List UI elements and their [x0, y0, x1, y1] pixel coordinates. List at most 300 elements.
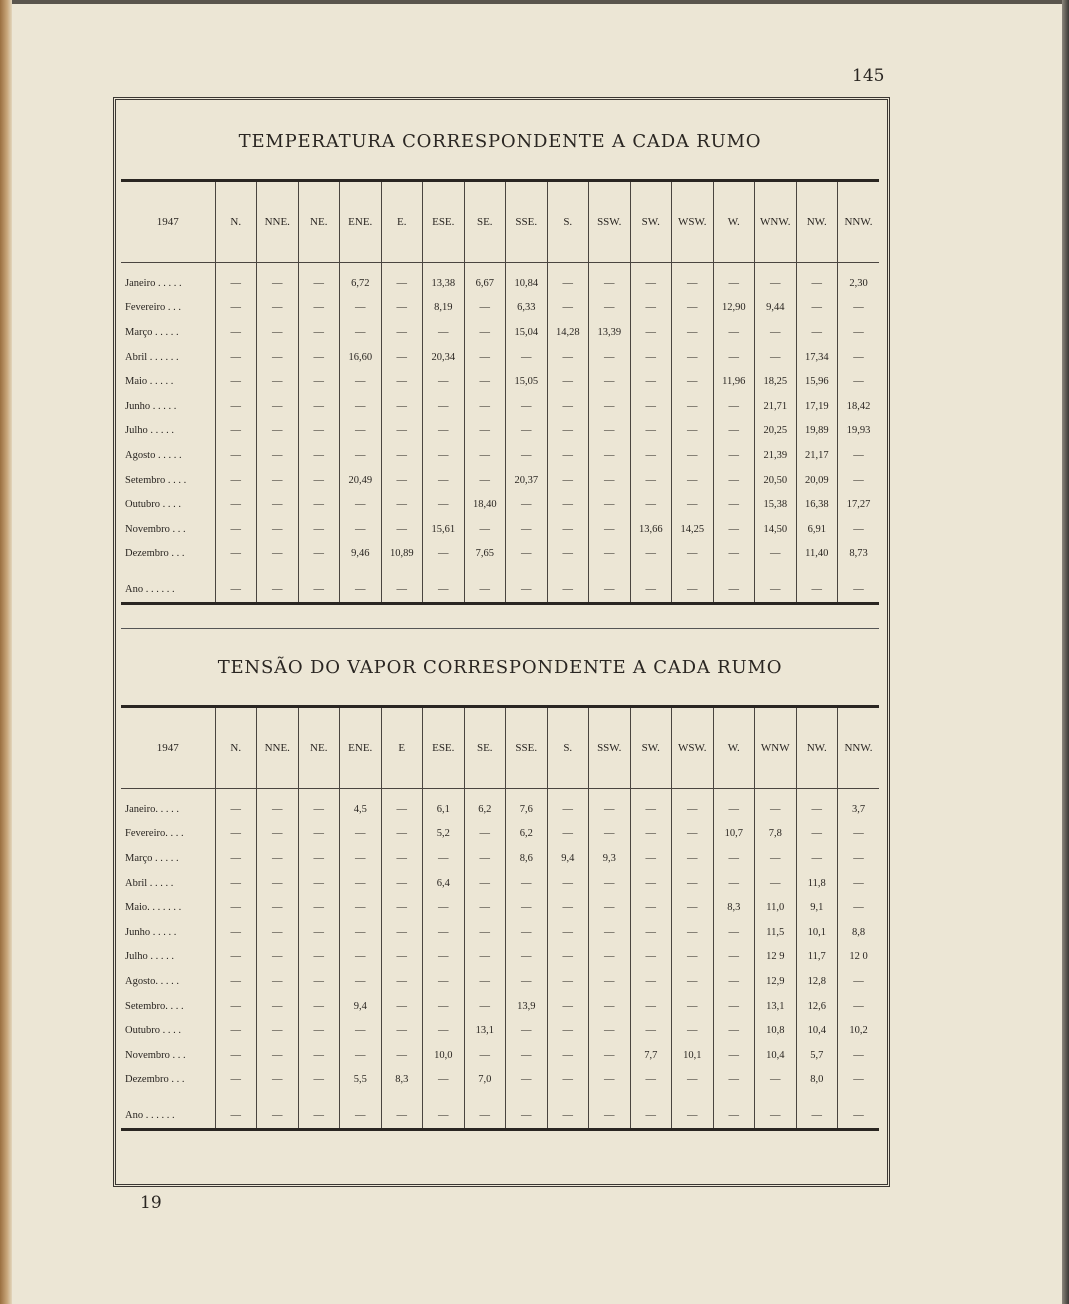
table-row	[121, 920, 879, 945]
value-cell: —	[257, 871, 299, 896]
value-cell: —	[672, 542, 714, 567]
value-cell: —	[838, 369, 880, 394]
value-cell: —	[838, 576, 880, 604]
value-cell: —	[381, 492, 423, 517]
table-row	[121, 945, 879, 970]
value-cell: —	[423, 1102, 465, 1130]
value-cell: 18,40	[464, 492, 506, 517]
value-cell: —	[713, 468, 755, 493]
value-cell: 12 0	[838, 945, 880, 970]
table-row	[121, 394, 879, 419]
value-cell: 10,4	[796, 1018, 838, 1043]
month-label: Ano . . . . . .	[121, 576, 215, 604]
value-cell: —	[713, 1018, 755, 1043]
value-cell: —	[215, 945, 257, 970]
value-cell: —	[589, 542, 631, 567]
value-cell: —	[547, 263, 589, 296]
value-cell: —	[506, 895, 548, 920]
value-cell: —	[381, 394, 423, 419]
value-cell: —	[464, 1043, 506, 1068]
spacer-cell	[423, 566, 465, 576]
value-cell: —	[298, 320, 340, 345]
header-row	[121, 182, 879, 263]
month-label: Março . . . . .	[125, 326, 179, 338]
value-cell: —	[423, 320, 465, 345]
value-cell: —	[630, 345, 672, 370]
table-row	[121, 789, 879, 822]
value-cell: —	[257, 895, 299, 920]
value-cell: 9,1	[796, 895, 838, 920]
spacer-cell	[796, 1092, 838, 1102]
direction-header: ESE.	[423, 182, 465, 263]
value-cell: 20,37	[506, 468, 548, 493]
value-cell: —	[381, 576, 423, 604]
value-cell: —	[838, 846, 880, 871]
value-cell: —	[381, 443, 423, 468]
value-cell: —	[630, 542, 672, 567]
value-cell: —	[340, 871, 382, 896]
month-label: Agosto . . . . .	[125, 449, 182, 461]
vapor-body	[121, 789, 879, 1130]
value-cell: 7,65	[464, 542, 506, 567]
value-cell: —	[381, 263, 423, 296]
value-cell: —	[755, 542, 797, 567]
value-cell: —	[340, 443, 382, 468]
value-cell: —	[672, 822, 714, 847]
value-cell: —	[630, 822, 672, 847]
spacer-cell	[589, 566, 631, 576]
header-row	[121, 708, 879, 789]
spacer-cell	[838, 566, 880, 576]
temperature-header	[121, 182, 879, 263]
value-cell: 6,33	[506, 296, 548, 321]
value-cell: —	[464, 296, 506, 321]
month-label: Outubro . . . .	[125, 1025, 181, 1037]
value-cell: 6,72	[340, 263, 382, 296]
value-cell: 20,50	[755, 468, 797, 493]
value-cell: —	[215, 576, 257, 604]
value-cell: —	[215, 492, 257, 517]
value-cell: —	[672, 1102, 714, 1130]
value-cell: —	[589, 789, 631, 822]
value-cell: —	[838, 320, 880, 345]
value-cell: —	[672, 789, 714, 822]
value-cell: —	[838, 443, 880, 468]
value-cell: —	[589, 822, 631, 847]
value-cell: —	[464, 871, 506, 896]
value-cell: —	[755, 1068, 797, 1093]
direction-header: W.	[713, 182, 755, 263]
value-cell: —	[298, 468, 340, 493]
spacer-cell	[464, 1092, 506, 1102]
value-cell: —	[506, 492, 548, 517]
value-cell: —	[464, 517, 506, 542]
value-cell: —	[340, 296, 382, 321]
value-cell: —	[298, 895, 340, 920]
direction-header: NNW.	[838, 708, 880, 789]
value-cell: —	[506, 1043, 548, 1068]
value-cell: 12,90	[713, 296, 755, 321]
value-cell: —	[464, 920, 506, 945]
value-cell: —	[672, 969, 714, 994]
spacer-cell	[340, 566, 382, 576]
value-cell: —	[547, 920, 589, 945]
value-cell: —	[506, 542, 548, 567]
annual-row	[121, 576, 879, 604]
value-cell: —	[838, 345, 880, 370]
value-cell: 11,96	[713, 369, 755, 394]
value-cell: 10,84	[506, 263, 548, 296]
value-cell: —	[298, 871, 340, 896]
value-cell: —	[713, 1102, 755, 1130]
value-cell: —	[506, 969, 548, 994]
value-cell: 7,8	[755, 822, 797, 847]
spacer-cell	[713, 566, 755, 576]
value-cell: —	[257, 945, 299, 970]
footer-number: 19	[140, 1193, 162, 1213]
month-label: Abril . . . . .	[125, 877, 174, 889]
year-header: 1947	[121, 708, 215, 789]
value-cell: —	[672, 994, 714, 1019]
value-cell: —	[423, 1068, 465, 1093]
value-cell: —	[381, 369, 423, 394]
value-cell: —	[257, 822, 299, 847]
value-cell: —	[257, 369, 299, 394]
value-cell: —	[257, 468, 299, 493]
value-cell: 15,96	[796, 369, 838, 394]
spacer-cell	[257, 1092, 299, 1102]
value-cell: —	[257, 789, 299, 822]
value-cell: —	[215, 369, 257, 394]
value-cell: —	[630, 1102, 672, 1130]
month-label: Julho . . . . .	[125, 951, 175, 963]
value-cell: —	[423, 846, 465, 871]
direction-header: ENE.	[340, 182, 382, 263]
value-cell: —	[547, 871, 589, 896]
month-label: Maio. . . . . . .	[125, 902, 182, 914]
direction-header: N.	[215, 182, 257, 263]
spacer-cell	[672, 1092, 714, 1102]
month-label: Janeiro. . . . .	[125, 803, 179, 815]
annual-row	[121, 1102, 879, 1130]
direction-header: WNW	[755, 708, 797, 789]
spacer-cell	[838, 1092, 880, 1102]
value-cell: —	[215, 1068, 257, 1093]
value-cell: —	[423, 920, 465, 945]
month-label: Julho . . . . .	[125, 425, 175, 437]
value-cell: 13,1	[464, 1018, 506, 1043]
direction-header: E	[381, 708, 423, 789]
value-cell: —	[215, 345, 257, 370]
month-label: Ano . . . . . .	[121, 1102, 215, 1130]
value-cell: —	[215, 1102, 257, 1130]
value-cell: —	[589, 1102, 631, 1130]
value-cell: —	[838, 296, 880, 321]
value-cell: —	[257, 1018, 299, 1043]
temperature-title: TEMPERATURA CORRESPONDENTE A CADA RUMO	[121, 103, 879, 182]
value-cell: —	[257, 920, 299, 945]
spacer-cell	[547, 566, 589, 576]
value-cell: —	[589, 994, 631, 1019]
value-cell: —	[589, 263, 631, 296]
table-row	[121, 822, 879, 847]
value-cell: —	[672, 263, 714, 296]
value-cell: —	[298, 394, 340, 419]
value-cell: —	[755, 846, 797, 871]
value-cell: —	[381, 1018, 423, 1043]
direction-header: NW.	[796, 182, 838, 263]
value-cell: —	[796, 822, 838, 847]
value-cell: —	[298, 369, 340, 394]
value-cell: —	[257, 542, 299, 567]
value-cell: —	[423, 994, 465, 1019]
table-row	[121, 345, 879, 370]
value-cell: —	[215, 871, 257, 896]
table-row	[121, 517, 879, 542]
value-cell: 10,7	[713, 822, 755, 847]
value-cell: —	[215, 468, 257, 493]
value-cell: 7,6	[506, 789, 548, 822]
value-cell: —	[298, 945, 340, 970]
value-cell: —	[672, 443, 714, 468]
value-cell: —	[340, 1102, 382, 1130]
table-row	[121, 542, 879, 567]
value-cell: —	[589, 468, 631, 493]
value-cell: —	[630, 1018, 672, 1043]
value-cell: —	[630, 492, 672, 517]
value-cell: —	[506, 945, 548, 970]
value-cell: —	[672, 846, 714, 871]
value-cell: —	[547, 789, 589, 822]
month-label: Fevereiro . . .	[125, 302, 181, 314]
value-cell: —	[340, 920, 382, 945]
value-cell: —	[464, 468, 506, 493]
value-cell: —	[796, 1102, 838, 1130]
value-cell: —	[838, 1043, 880, 1068]
value-cell: —	[423, 492, 465, 517]
value-cell: —	[713, 789, 755, 822]
month-label: Dezembro . . .	[125, 548, 185, 560]
value-cell: —	[506, 345, 548, 370]
value-cell: 11,8	[796, 871, 838, 896]
value-cell: —	[340, 492, 382, 517]
value-cell: —	[713, 263, 755, 296]
temperature-body	[121, 263, 879, 604]
direction-header: ENE.	[340, 708, 382, 789]
value-cell: —	[589, 345, 631, 370]
vapor-title: TENSÃO DO VAPOR CORRESPONDENTE A CADA RUMO	[121, 628, 879, 708]
value-cell: —	[423, 542, 465, 567]
value-cell: —	[589, 920, 631, 945]
value-cell: —	[257, 419, 299, 444]
value-cell: 12,8	[796, 969, 838, 994]
value-cell: —	[672, 419, 714, 444]
direction-header: NE.	[298, 708, 340, 789]
value-cell: —	[257, 517, 299, 542]
value-cell: 15,38	[755, 492, 797, 517]
book-spine-edge	[0, 0, 12, 1304]
month-label: Fevereiro. . . .	[125, 828, 184, 840]
direction-header: SSE.	[506, 708, 548, 789]
value-cell: —	[547, 492, 589, 517]
page-right-edge	[1062, 0, 1069, 1304]
value-cell: 8,19	[423, 296, 465, 321]
value-cell: 12 9	[755, 945, 797, 970]
value-cell: —	[381, 789, 423, 822]
value-cell: 17,19	[796, 394, 838, 419]
value-cell: —	[630, 945, 672, 970]
value-cell: —	[547, 822, 589, 847]
value-cell: —	[630, 468, 672, 493]
value-cell: —	[381, 517, 423, 542]
value-cell: —	[381, 1043, 423, 1068]
value-cell: —	[630, 994, 672, 1019]
value-cell: 13,38	[423, 263, 465, 296]
spacer-cell	[547, 1092, 589, 1102]
value-cell: —	[298, 296, 340, 321]
value-cell: —	[838, 468, 880, 493]
value-cell: —	[547, 1068, 589, 1093]
value-cell: —	[672, 576, 714, 604]
value-cell: —	[381, 320, 423, 345]
value-cell: —	[755, 789, 797, 822]
value-cell: 10,0	[423, 1043, 465, 1068]
month-label: Outubro . . . .	[125, 499, 181, 511]
value-cell: —	[630, 969, 672, 994]
value-cell: —	[506, 1102, 548, 1130]
value-cell: —	[713, 871, 755, 896]
value-cell: —	[547, 969, 589, 994]
value-cell: —	[796, 789, 838, 822]
value-cell: 16,60	[340, 345, 382, 370]
value-cell: —	[257, 345, 299, 370]
value-cell: —	[506, 443, 548, 468]
value-cell: —	[755, 263, 797, 296]
value-cell: —	[672, 345, 714, 370]
direction-header: SSW.	[589, 708, 631, 789]
value-cell: 5,7	[796, 1043, 838, 1068]
value-cell: —	[381, 468, 423, 493]
value-cell: 9,4	[547, 846, 589, 871]
value-cell: —	[340, 517, 382, 542]
value-cell: —	[298, 576, 340, 604]
value-cell: —	[257, 492, 299, 517]
value-cell: —	[381, 1102, 423, 1130]
value-cell: —	[838, 517, 880, 542]
value-cell: —	[506, 920, 548, 945]
value-cell: —	[381, 871, 423, 896]
direction-header: SW.	[630, 182, 672, 263]
value-cell: —	[464, 443, 506, 468]
value-cell: —	[713, 542, 755, 567]
value-cell: —	[215, 895, 257, 920]
value-cell: 10,89	[381, 542, 423, 567]
value-cell: —	[506, 419, 548, 444]
value-cell: 14,28	[547, 320, 589, 345]
value-cell: —	[298, 517, 340, 542]
value-cell: —	[672, 394, 714, 419]
value-cell: 10,1	[672, 1043, 714, 1068]
value-cell: —	[215, 394, 257, 419]
value-cell: —	[838, 1102, 880, 1130]
value-cell: —	[547, 1102, 589, 1130]
value-cell: 10,2	[838, 1018, 880, 1043]
value-cell: —	[257, 394, 299, 419]
value-cell: —	[547, 576, 589, 604]
value-cell: —	[423, 1018, 465, 1043]
value-cell: 11,7	[796, 945, 838, 970]
spacer-row	[121, 1092, 879, 1102]
value-cell: —	[381, 846, 423, 871]
month-label: Agosto. . . . .	[125, 975, 179, 987]
value-cell: —	[589, 945, 631, 970]
direction-header: WSW.	[672, 708, 714, 789]
table-row	[121, 846, 879, 871]
value-cell: 8,3	[713, 895, 755, 920]
value-cell: —	[838, 994, 880, 1019]
spacer-cell	[215, 566, 257, 576]
value-cell: 8,3	[381, 1068, 423, 1093]
value-cell: —	[464, 945, 506, 970]
month-label: Setembro. . . .	[125, 1000, 184, 1012]
spacer-cell	[121, 566, 215, 576]
value-cell: —	[340, 320, 382, 345]
value-cell: —	[381, 945, 423, 970]
value-cell: —	[215, 419, 257, 444]
direction-header: SE.	[464, 708, 506, 789]
value-cell: —	[547, 1018, 589, 1043]
value-cell: 5,5	[340, 1068, 382, 1093]
value-cell: 3,7	[838, 789, 880, 822]
spacer-cell	[298, 1092, 340, 1102]
value-cell: —	[298, 263, 340, 296]
value-cell: —	[589, 419, 631, 444]
value-cell: —	[672, 492, 714, 517]
value-cell: —	[630, 871, 672, 896]
value-cell: —	[672, 369, 714, 394]
value-cell: —	[423, 945, 465, 970]
value-cell: —	[340, 945, 382, 970]
value-cell: 20,09	[796, 468, 838, 493]
value-cell: 6,91	[796, 517, 838, 542]
value-cell: 7,0	[464, 1068, 506, 1093]
value-cell: —	[713, 846, 755, 871]
direction-header: SW.	[630, 708, 672, 789]
value-cell: 13,39	[589, 320, 631, 345]
direction-header: NNW.	[838, 182, 880, 263]
value-cell: —	[838, 895, 880, 920]
value-cell: 9,3	[589, 846, 631, 871]
value-cell: —	[381, 895, 423, 920]
vapor-header	[121, 708, 879, 789]
value-cell: —	[340, 576, 382, 604]
value-cell: —	[755, 345, 797, 370]
value-cell: —	[298, 1068, 340, 1093]
value-cell: —	[713, 920, 755, 945]
value-cell: —	[796, 846, 838, 871]
value-cell: —	[340, 1043, 382, 1068]
value-cell: —	[796, 576, 838, 604]
value-cell: —	[796, 296, 838, 321]
value-cell: —	[672, 945, 714, 970]
value-cell: 16,38	[796, 492, 838, 517]
value-cell: —	[547, 468, 589, 493]
value-cell: —	[838, 822, 880, 847]
value-cell: —	[589, 517, 631, 542]
value-cell: —	[713, 394, 755, 419]
value-cell: 2,30	[838, 263, 880, 296]
value-cell: 6,2	[464, 789, 506, 822]
